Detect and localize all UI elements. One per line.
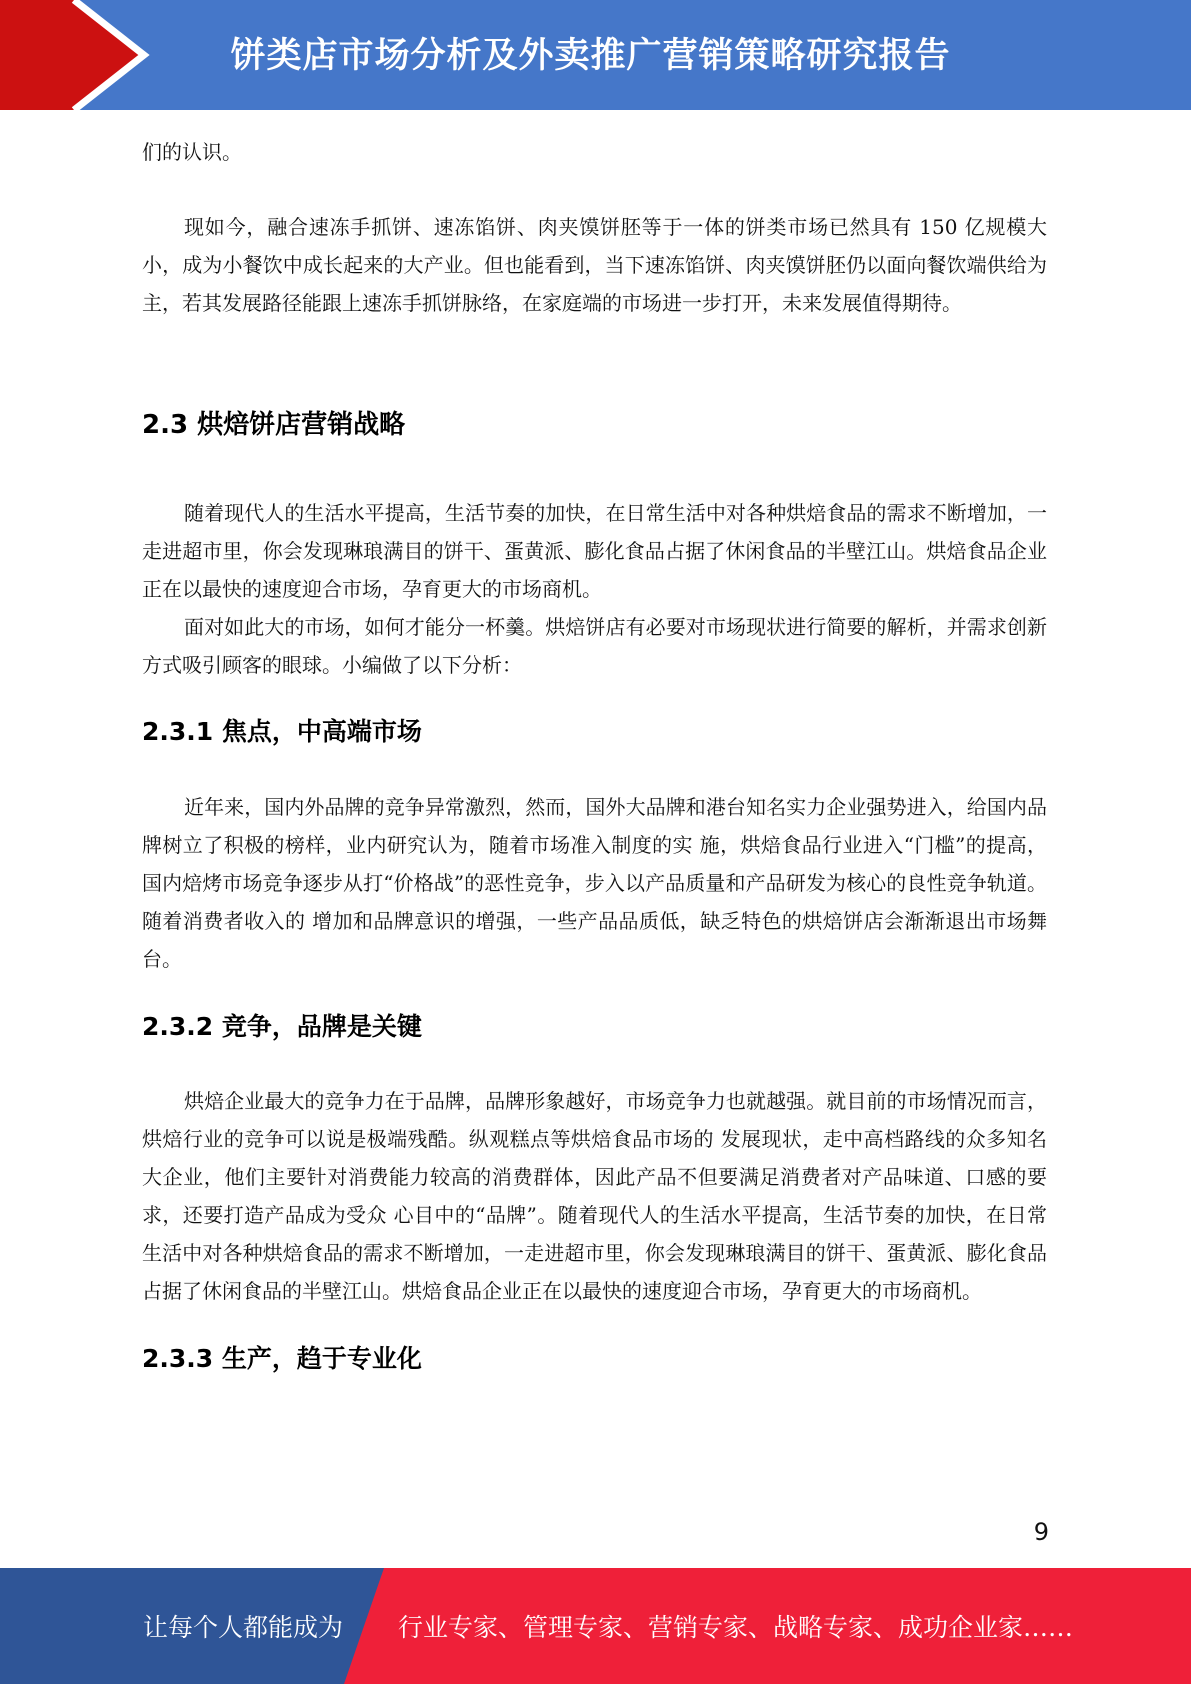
paragraph-2-3-intro: 随着现代人的生活水平提高，生活节奏的加快，在日常生活中对各种烘焙食品的需求不断增加，一走进超市里，你会发现琳琅满目的饼干、蛋黄派、膨化食品占据了休闲食品的半壁江山。烘焙食品企业正在以最快的速度迎合市场，孕育更大的市场商机。 (142, 501, 1047, 601)
page-body (142, 130, 1047, 1375)
paragraph-2-3-2: 烘焙企业最大的竞争力在于品牌，品牌形象越好，市场竞争力也就越强。就目前的市场情况而言，烘焙行业的竞争可以说是极端残酷。纵观糕点等烘焙食品市场的 发展现状，走中高档路线的众多知名大企业，他们主要针对消费能力较高的消费群体，因此产品不但要满足消费者对产品味道、口感的要求，还要打造产品成为受众 心目中的“品牌”。随着现代人的生活水平提高，生活节奏的加快，在日常生活中对各种烘焙食品的需求不断增加，一走进超市里，你会发现琳琅满目的饼干、蛋黄派、膨化食品占据了休闲食品的半壁江山。烘焙食品企业正在以最快的速度迎合市场，孕育更大的市场商机。 (142, 1089, 1047, 1303)
section-heading-2-3-3: 2.3.3 生产，趋于专业化 (142, 1344, 422, 1373)
page-footer (0, 1568, 1191, 1684)
document-title: 饼类店市场分析及外卖推广营销策略研究报告 (230, 36, 951, 76)
paragraph-market-size: 现如今，融合速冻手抓饼、速冻馅饼、肉夹馍饼胚等于一体的饼类市场已然具有 150 亿规模大小，成为小餐饮中成长起来的大产业。但也能看到，当下速冻馅饼、肉夹馍饼胚仍以面向餐饮端供给为主，若其发展路径能跟上速冻手抓饼脉络，在家庭端的市场进一步打开，未来发展值得期待。 (142, 215, 1047, 315)
paragraph-2-3-analysis: 面对如此大的市场，如何才能分一杯羹。烘焙饼店有必要对市场现状进行简要的解析，并需求创新方式吸引顾客的眼球。小编做了以下分析： (142, 615, 1047, 677)
paragraph-continuation: 们的认识。 (142, 140, 242, 164)
section-heading-2-3-2: 2.3.2 竞争，品牌是关键 (142, 1012, 422, 1041)
footer-slogan-prefix: 让每个人都能成为 (143, 1613, 344, 1642)
page-header (0, 0, 1191, 110)
page-number: 9 (1033, 1518, 1049, 1546)
section-heading-2-3-1: 2.3.1 焦点，中高端市场 (142, 717, 422, 746)
section-heading-2-3: 2.3 烘焙饼店营销战略 (142, 410, 406, 440)
footer-slogan-roles: 行业专家、管理专家、营销专家、战略专家、成功企业家…… (398, 1613, 1074, 1642)
paragraph-2-3-1: 近年来，国内外品牌的竞争异常激烈，然而，国外大品牌和港台知名实力企业强势进入，给国内品牌树立了积极的榜样，业内研究认为，随着市场准入制度的实 施，烘焙食品行业进入“门槛”的提高，国内焙烤市场竞争逐步从打“价格战”的恶性竞争，步入以产品质量和产品研发为核心的良性竞争轨道。随着消费者收入的 增加和品牌意识的增强，一些产品品质低，缺乏特色的烘焙饼店会渐渐退出市场舞台。 (142, 795, 1047, 971)
